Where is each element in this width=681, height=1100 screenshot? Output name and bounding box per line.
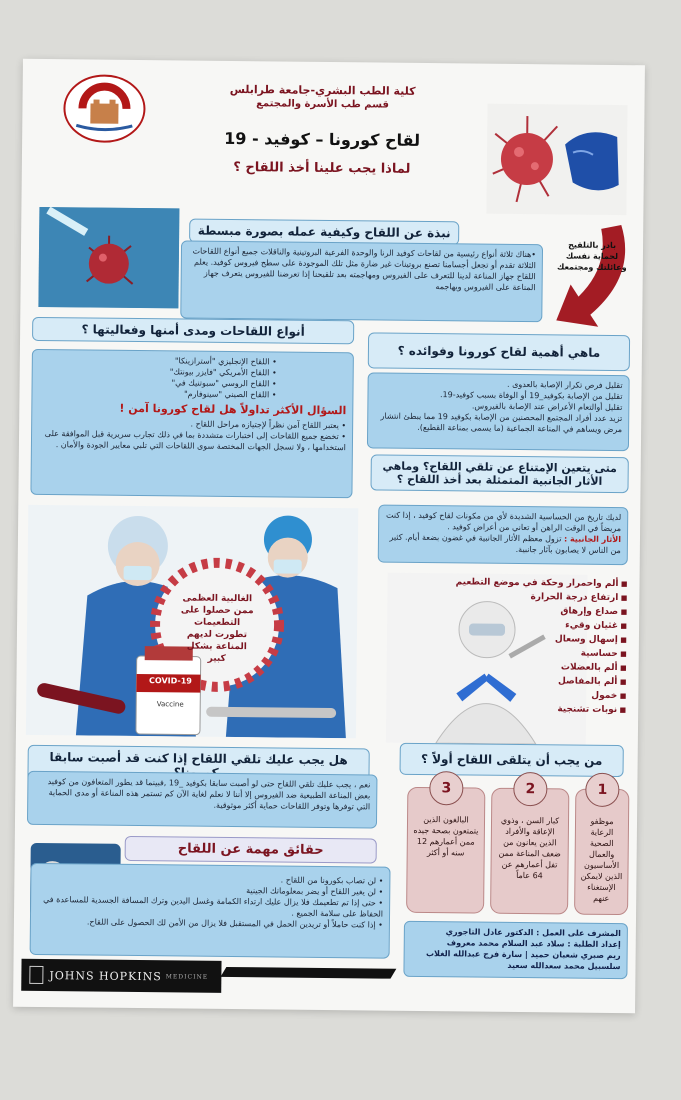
benefit-item: تقليل من الإصابة بكوفيد_19 أو الوفاة بسبب كوفيد-19. [439, 390, 623, 402]
symptom-item: ■ حساسية [447, 645, 627, 661]
abstain-body: لديك تاريخ من الحساسية الشديدة لأي من مكونات لقاح كوفيد ، إذا كنت مريضاً في الوقت الراهن أو تعاني من أعراض كوفيد . [385, 510, 622, 534]
call-to-action-arrow [550, 214, 637, 335]
types-panel [30, 349, 354, 498]
poster-title: لقاح كورونا – كوفيد - 19 [224, 128, 421, 150]
fact-item: • لن تصاب بكورونا من اللقاح . [37, 872, 383, 887]
vaccine-type: • اللقاح الصيني "سينوفارم" [38, 387, 276, 400]
college-logo [62, 73, 147, 144]
footer-stripe [220, 967, 396, 979]
symptom-item: ■ غثيان وقيء [447, 617, 627, 633]
vial-sublabel: Vaccine [156, 700, 184, 709]
student-names-2: سلسبيل محمد سعدالله سعيد [507, 960, 621, 972]
shield-icon [29, 966, 43, 984]
prepared-by: إعداد الطلبة : سلاد عبد السلام محمد معروف [446, 938, 621, 950]
priority-card-3 [406, 787, 485, 914]
facts-heading: حقائق مهمة عن اللقاح [125, 836, 377, 864]
types-heading: أنواع اللقاحات ومدى أمنها وفعاليتها ؟ [32, 317, 354, 344]
importance-panel [367, 372, 630, 451]
vaccine-type: • اللقاح الأمريكي "فايزر بيونتك" [39, 365, 277, 378]
symptom-item: ■ ارتفاع درجة الحرارة [447, 589, 627, 605]
side-effects-label: الأثار الجانبية : [563, 534, 622, 545]
symptom-item: ■ ألم واحمرار وحكة في موضع التطعيم [447, 575, 627, 591]
student-names-1: ريم صبري شعبان حميد | سارة فرج عبدالله الغلاب [425, 949, 621, 961]
priority-number-3: 3 [429, 771, 463, 805]
priority-number-1: 1 [585, 773, 619, 807]
safety-answer: • تخضع جميع اللقاحات إلى اختبارات متشددة بما في ذلك تجارب سريرية قبل الموافقة على استخدامها ، ولا تسجل الجهات المختصة سوى اللقاحات التي تلبي معايير الجودة والأمان . [38, 428, 346, 453]
poster-subtitle: لماذا يجب علينا أخذ اللقاح ؟ [233, 159, 411, 177]
supervisor-name: المشرف على العمل : الدكتور عادل التاجوري [445, 927, 621, 939]
priority-group-1-text: موظفو الرعاية الصحية والعمال الأساسيون الذين لايمكن الإستغناء عنهم [580, 816, 623, 903]
symptom-item: ■ إسهال وسعال [447, 631, 627, 647]
virus-glove-image [486, 104, 627, 215]
fact-item: • إذا كنت حاملاً أو تريدين الحمل في المستقبل فلا يزال من الأمن لك الحصول على اللقاح. [37, 916, 383, 931]
facts-panel [30, 863, 391, 959]
symptom-item: ■ صداع وإرهاق [447, 603, 627, 619]
immunity-bubble-text: الغالبية العظمى ممن حصلوا على التطعيمات تطورت لديهم المناعة بشكل كبير [180, 593, 254, 664]
fact-item: • حتى إذا تم تطعيمك فلا يزال عليك ارتداء الكمامة وغسل اليدين وترك المسافة الجسدية للمساعدة في الحفاظ على سلامة الجميع . [37, 894, 383, 920]
priority-group-3-text: البالغون الذين يتمتعون بصحة جيده ممن أعمارهم 12 سنه أو أكثر [413, 815, 479, 858]
syringe-virus-image [38, 207, 179, 308]
previous-infection-body: نعم ، يجب عليك تلقي اللقاح حتى لو أصبت سابقا بكوفيد _19 ,فبينما قد يطور المتعافون من كوفيد بعض المناعة الطبيعية ضد الفيروس إلا أننا لا نعلم لغاية الآن كم تستمر هذه المناعة أو مدى الحماية التي توفرها وتوفر اللقاحات حماية أكثر موثوقية. [27, 771, 378, 829]
call-to-action-text: بادر بالتلقيح لحماية نفسك وعائلتك ومجتمعك [557, 240, 627, 273]
footer-logo-text: JOHNS HOPKINS [49, 968, 162, 983]
vaccine-type: • اللقاح الإنجليزي "أسترازينكا" [39, 354, 277, 367]
college-name: كلية الطب البشري-جامعة طرابلس [229, 82, 416, 98]
poster [13, 59, 645, 1013]
safety-answer: • يعتبر اللقاح آمن نظراً لإجتيازه مراحل اللقاح . [38, 417, 346, 431]
vial-label: COVID-19 [148, 676, 192, 686]
department-name: قسم طب الأسرة والمجتمع [256, 98, 389, 111]
abstain-heading: متى يتعين الإمتناع عن تلقي اللقاح؟ وماهي الأثار الجانبية المتمثلة بعد أخذ اللقاح ؟ [370, 454, 628, 493]
priority-heading: من يجب أن يتلقى اللقاح أولاً ؟ [400, 743, 624, 777]
benefit-item: تزيد عدد أفراد المجتمع المحصنين من الإصابة بكوفيد 19 مما يبطئ انتشار مرض ويساهم في المناعة الجماعية (ما يسمى بمناعة القطيع). [380, 411, 623, 435]
side-effects-text: تزول معظم الأثار الجانبية في غضون بضعة أيام. كثير من الناس لا يصابون بآثار جانبية. [389, 532, 621, 556]
safety-question: السؤال الأكثر تداولاً هل لقاح كورونا آمن ! [119, 401, 347, 418]
johns-hopkins-logo [21, 959, 221, 993]
vaccine-type: • اللقاح الروسي "سبوتنيك في" [39, 376, 277, 389]
priority-group-2-text: كبار السن ، وذوي الإعاقة والأفراد الذين يعانون من ضعف المناعة ممن تفل أعمارهم عن 64 عاماً [498, 815, 561, 881]
symptom-item: ■ ألم بالعضلات [447, 659, 627, 675]
symptoms-list [446, 575, 627, 717]
symptom-item: ■ نوبات تشنجية [446, 701, 626, 717]
importance-heading: ماهي أهمية لقاح كورونا وفوائده ؟ [368, 332, 630, 371]
benefit-item: تقليل فرص تكرار الإصابة بالعدوى . [507, 379, 623, 391]
symptom-item: ■ خمول [446, 687, 626, 703]
abstain-panel [378, 505, 629, 566]
credits-panel [403, 921, 628, 979]
priority-number-2: 2 [513, 772, 547, 806]
fact-item: • لن يغير اللقاح أو يضر بمعلوماتك الجينية [37, 883, 383, 898]
priority-card-2 [490, 788, 569, 915]
priority-card-1 [574, 789, 629, 916]
previous-infection-heading: هل يجب عليك تلقي اللقاح إذا كنت قد أصبت سابقا [27, 745, 369, 787]
intro-heading: نبذة عن اللقاح وكيفية عمله بصورة مبسطة [189, 219, 459, 246]
intro-body: •هناك ثلاثة أنواع رئيسية من لقاحات كوفيد الرنا والوحدة الفرعية البروتينية والناقلات جميع أنواع اللقاحات الثلاثة تقدم أو تجعل أجسامنا تصنع بروتينات غير ضارة مثل تلك الموجودة على سطح فيروس كوفيد. يعلم اللقاح جهاز المناعة لدينا للتعرف على الفيروس ومهاجمته بعد تلقيحنا إذا تعرضنا للفيروس يتعرف جهاز المناعة على الفيروس ويهاجمه [180, 240, 543, 322]
symptom-item: ■ ألم بالمفاصل [446, 673, 626, 689]
footer-logo-subtext: MEDICINE [165, 972, 209, 981]
benefit-item: تقليل أوالتعام الأعراض عند الإصابة بالفيروس. [471, 401, 623, 413]
